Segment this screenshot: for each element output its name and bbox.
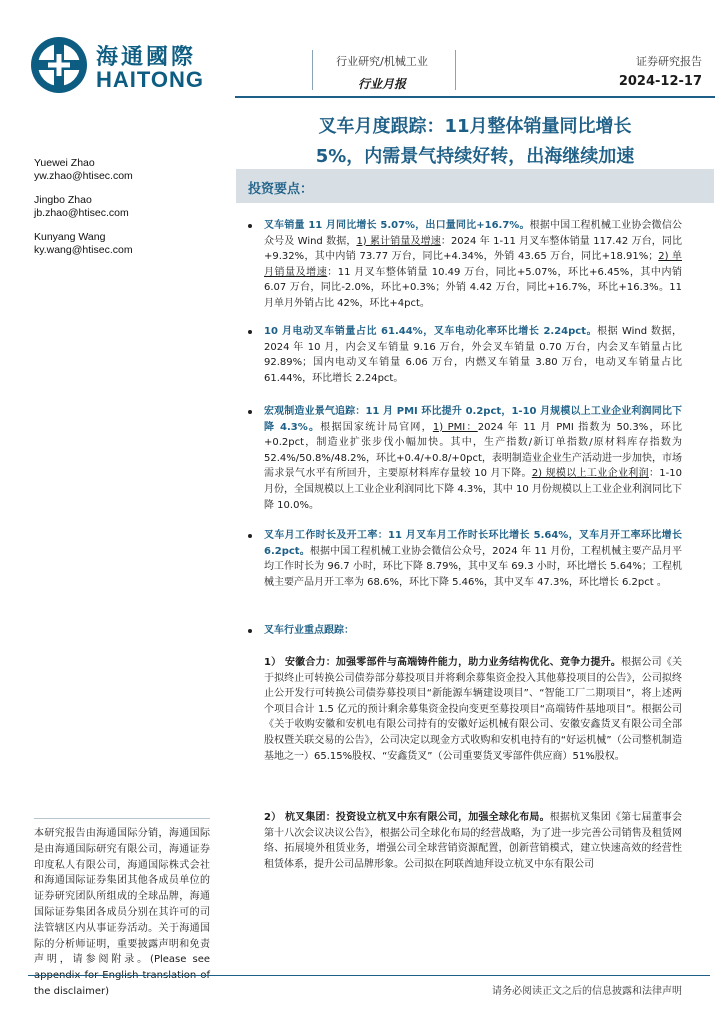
bullet-dot-icon [248,629,252,633]
paragraph-text: 根据杭叉集团《第七届董事会第十八次会议决议公告》，根据公司全球化布局的经营战略，为了进一步完善公司销售及租赁网络、拓展境外租赁业务，增强公司全球营销资源配置，创新营销模式，建立快速高效的经营性租赁体系，提升公司品牌形象。公司拟在阿联酋迪拜设立杭叉中东有限公司 [264,812,682,870]
analyst-entry [34,231,224,257]
company-logo [30,36,220,94]
bullet-headline: 宏观制造业景气追踪：11 月 PMI 环比提升 0.2pct，1-10 月规模以上工业企业利润同比下降 4.3%。 [264,406,682,433]
report-label: 证券研究报告 [636,55,702,68]
haitong-logo-icon [30,36,88,94]
bullet-text: 根据国家统计局官网， [320,421,433,433]
bullet-text: 2024 年 11 月 PMI 指数为 50.3%，环比+0.2pct，制造业扩张步伐小幅加快。其中，生产指数/新订单指数/原材料库存指数为 52.4%/50.8%/48.2%，环比+0.4/+0.8/+0pct，表明制造业企业生产活动进一步加快，市场需求景气水平有所回升，主要原材料库存量较 10 月下降。 [264,421,683,480]
bullet-text: 根据 Wind 数据，2024 年 10 月，内会叉车销量 9.16 万台，外会叉车销量 0.70 万台，内会叉车销量占比 92.89%；国内电动叉车销量 6.06 万台，内燃叉车销量 3.80 万台，电动叉车销量占比 61.44%，环比增长 2.24pct。 [264,326,682,384]
bullet-headline: 叉车月工作时长及开工率：11 月叉车月工作时长环比增长 5.64%，叉车月开工率环比增长 6.2pct。 [264,530,682,557]
footer-rule [28,975,710,976]
analyst-name: Jingbo Zhao [34,194,92,206]
paragraph-headline: 2） 杭叉集团：投资设立杭叉中东有限公司，加强全球化布局。 [264,812,550,823]
bullet-headline: 叉车销量 11 月同比增长 5.07%，出口量同比+16.7%。 [264,220,530,231]
bullet-text: ：2024 年 1-11 月叉车整体销量 117.42 万台，同比+9.32%，其中内销 73.77 万台，同比+4.34%，外销 43.65 万台，同比+18.91%； [264,235,682,263]
analyst-email[interactable]: yw.zhao@htisec.com [34,170,133,182]
bullet-subheading: 2) 规模以上工业企业利润 [531,468,649,480]
bullet-forklift-sales [244,218,682,312]
bullet-industry-tracking [244,623,682,639]
paragraph-text: 根据公司《关于拟终止可转换公司债券部分募投项目并将剩余募集资金投入其他募投项目的公告》，公司拟终止公开发行可转换公司债券募投项目“新能源车辆建设项目”、“智能工厂二期项目”，将上述两个项目合计 1.5 亿元的预计剩余募集资金投向变更至募投项目“高端铸件基地项目”。根据公司《关于收购安徽和安机电有限公司持有的安徽好运机械有限公司、安徽安鑫货叉有限公司全部股权暨关联交易的公告》，公司决定以现金方式收购和安机电持有的“好运机械”（公司整机制造基地之一）65.15%股权、“安鑫货叉”（公司重要货叉零部件供应商）51%股权。 [264,657,682,762]
paragraph-headline: 1） 安徽合力：加强零部件与高端铸件能力，助力业务结构优化、竞争力提升。 [264,657,622,668]
bullet-dot-icon [248,330,252,334]
report-date: 2024-12-17 [618,74,702,89]
header-divider [312,50,313,90]
footer-legal-note: 请务必阅读正文之后的信息披露和法律声明 [492,986,682,997]
bullet-subheading: 1) 累计销量及增速 [356,235,441,247]
sidebar-divider [34,818,210,819]
bullet-working-hours [244,528,682,590]
analyst-name: Yuewei Zhao [34,157,95,169]
bullet-headline: 10 月电动叉车销量占比 61.44%，叉车电动化率环比增长 2.24pct。 [264,326,598,337]
analyst-email[interactable]: ky.wang@htisec.com [34,244,133,256]
paragraph-anhui-heli [264,655,682,764]
header-divider [455,50,456,90]
bullet-dot-icon [248,410,252,414]
paragraph-hangcha [264,810,682,872]
logo-english-name: HAITONG [96,67,205,92]
bullet-text: ：1-10 月份，全国规模以上工业企业利润同比下降 4.3%，其中 10 月份规模以上工业企业利润同比下降 10.0%。 [264,468,682,511]
bullet-dot-icon [248,534,252,538]
bullet-text: 根据中国工程机械工业协会微信公众号，2024 年 11 月份，工程机械主要产品月平均工作时长为 96.7 小时，环比下降 8.79%，其中叉车 69.3 小时，环比增长 5.64%；工程机械主要产品月开工率为 68.6%，环比下降 5.46%，其中叉车 47.3%，环比增长 6.2pct 。 [264,545,682,588]
bullet-electric-share [244,324,682,386]
bullet-dot-icon [248,224,252,228]
key-points-title: 投资要点： [248,182,314,197]
header-rule [235,96,715,98]
disclaimer-note: 本研究报告由海通国际分销，海通国际是由海通国际研究有限公司，海通证券印度私人有限公司，海通国际株式会社和海通国际证券集团其他各成员单位的证券研究团队所组成的全球品牌，海通国际证券集团各成员分别在其许可的司法管辖区内从事证券活动。关于海通国际的分析师证明，重要披露声明和免责声明，请参阅附录。(Please see the disclaimer) [34,828,210,997]
logo-chinese-name: 海通國際 [96,45,197,70]
bullet-text: ：11 月叉车整体销量 10.49 万台，同比+5.07%，环比+6.45%，其中内销 6.07 万台，同比-2.0%，环比+0.3%；外销 4.42 万台，同比+16.7%，环比+16.3%。11 月单月外销占比 42%，环比+4pct。 [264,266,683,309]
analyst-entry [34,157,224,183]
title-line-2: 5%，内需景气持续好转，出海继续加速 [315,146,635,167]
analyst-entry [34,194,224,220]
report-title [250,112,700,172]
title-line-1: 叉车月度跟踪：11月整体销量同比增长 [318,116,632,137]
analyst-list [34,157,224,268]
analyst-email[interactable]: jb.zhao@htisec.com [34,207,129,219]
bullet-macro-pmi [244,404,682,513]
analyst-name: Kunyang Wang [34,231,106,243]
bullet-subheading: 1) PMI： [432,421,478,433]
bullet-text: 根据中国工程机械工业协会微信公众号及 Wind 数据， [264,220,683,247]
report-category: 行业研究/机械工业 [336,55,428,68]
report-type: 行业月报 [357,77,406,91]
bullet-headline: 叉车行业重点跟踪： [264,625,354,636]
bullet-subheading: 2) 单月销量及增速 [264,251,682,278]
